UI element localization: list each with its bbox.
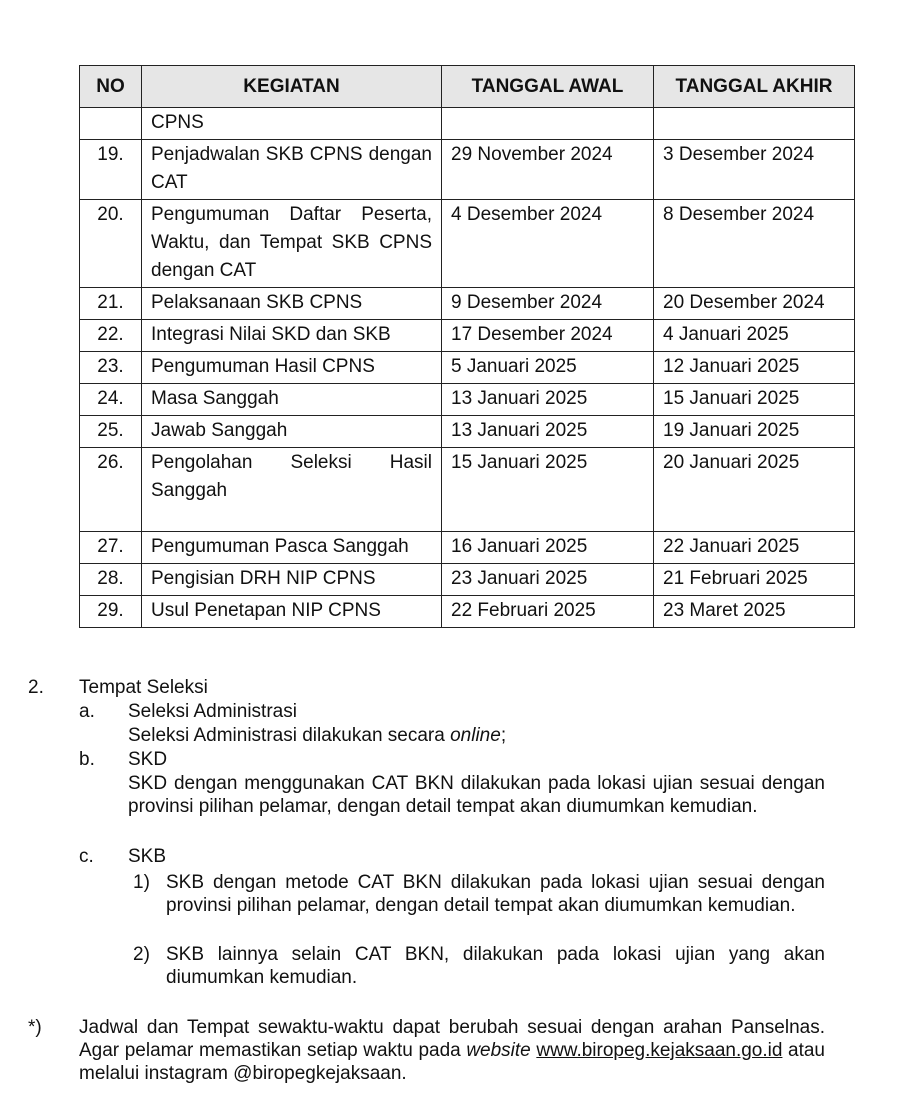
cell-no: 28.: [80, 564, 142, 596]
cell-no: 21.: [80, 288, 142, 320]
cell-akhir: 19 Januari 2025: [654, 416, 855, 448]
note-text-end: atau melalui instagram @biropegkejaksaan.: [79, 1040, 826, 1084]
cell-kegiatan: Pengumuman Pasca Sanggah: [142, 532, 442, 564]
cell-kegiatan: CPNS: [142, 108, 442, 140]
cell-akhir: 23 Maret 2025: [654, 596, 855, 628]
cell-kegiatan: Pengumuman Daftar Peserta, Waktu, dan Tempat SKB CPNS dengan CAT: [142, 200, 442, 288]
cell-awal: 23 Januari 2025: [442, 564, 654, 596]
cell-akhir: 12 Januari 2025: [654, 352, 855, 384]
cell-kegiatan: Integrasi Nilai SKD dan SKB: [142, 320, 442, 352]
cell-akhir: 21 Februari 2025: [654, 564, 855, 596]
cell-no: 19.: [80, 140, 142, 200]
note-text-main: Jadwal dan Tempat sewaktu-waktu dapat berubah sesuai dengan arahan Panselnas. Agar pelamar memastikan setiap waktu pada: [79, 1017, 825, 1061]
cell-kegiatan: Penjadwalan SKB CPNS dengan CAT: [142, 140, 442, 200]
item-c2-text: SKB lainnya selain CAT BKN, dilakukan pada lokasi ujian yang akan diumumkan kemudian.: [166, 944, 825, 988]
table-row: [80, 532, 855, 564]
item-c-title: SKB: [128, 846, 167, 867]
cell-no: 25.: [80, 416, 142, 448]
cell-kegiatan: Pengisian DRH NIP CPNS: [142, 564, 442, 596]
cell-akhir: 3 Desember 2024: [654, 140, 855, 200]
table-row: [80, 200, 855, 288]
cell-no: 29.: [80, 596, 142, 628]
cell-kegiatan: Pengolahan Seleksi Hasil Sanggah: [142, 448, 442, 532]
table-row: [80, 416, 855, 448]
item-c2-number: 2): [133, 944, 150, 965]
item-c1-text: SKB dengan metode CAT BKN dilakukan pada lokasi ujian sesuai dengan provinsi pilihan pelamar, dengan detail tempat akan diumumkan kemudian.: [166, 872, 825, 916]
cell-awal: 17 Desember 2024: [442, 320, 654, 352]
item-b-text: SKD dengan menggunakan CAT BKN dilakukan pada lokasi ujian sesuai dengan provinsi pilihan pelamar, dengan detail tempat akan diumumkan kemudian.: [128, 773, 825, 817]
cell-akhir: 15 Januari 2025: [654, 384, 855, 416]
item-a-text: [128, 724, 506, 747]
section-number: 2.: [28, 677, 44, 698]
cell-kegiatan: Pengumuman Hasil CPNS: [142, 352, 442, 384]
cell-no: 22.: [80, 320, 142, 352]
cell-no: 27.: [80, 532, 142, 564]
section-title: Tempat Seleksi: [79, 677, 208, 698]
cell-akhir: 22 Januari 2025: [654, 532, 855, 564]
header-tanggal-akhir: TANGGAL AKHIR: [654, 66, 855, 108]
cell-kegiatan: Masa Sanggah: [142, 384, 442, 416]
header-no: NO: [80, 66, 142, 108]
cell-awal: 29 November 2024: [442, 140, 654, 200]
cell-no: [80, 108, 142, 140]
table-header-row: [80, 66, 855, 108]
header-tanggal-awal: TANGGAL AWAL: [442, 66, 654, 108]
table-row: [80, 448, 855, 532]
header-kegiatan: KEGIATAN: [142, 66, 442, 108]
cell-akhir: 20 Januari 2025: [654, 448, 855, 532]
item-a-text-end: ;: [500, 725, 507, 746]
table-row: [80, 108, 855, 140]
item-b-label: b.: [79, 749, 95, 770]
table-row: [80, 384, 855, 416]
cell-kegiatan: Jawab Sanggah: [142, 416, 442, 448]
cell-kegiatan: Pelaksanaan SKB CPNS: [142, 288, 442, 320]
item-a-title: Seleksi Administrasi: [128, 701, 297, 722]
schedule-table: [79, 65, 855, 628]
cell-awal: 4 Desember 2024: [442, 200, 654, 288]
cell-awal: 13 Januari 2025: [442, 416, 654, 448]
cell-no: 20.: [80, 200, 142, 288]
item-a-text-italic: online: [450, 725, 501, 746]
item-c1-number: 1): [133, 872, 150, 893]
item-b-title: SKD: [128, 749, 168, 770]
cell-no: 23.: [80, 352, 142, 384]
cell-akhir: 20 Desember 2024: [654, 288, 855, 320]
cell-no: 26.: [80, 448, 142, 532]
cell-awal: [442, 108, 654, 140]
note-marker: *): [28, 1017, 42, 1038]
cell-awal: 16 Januari 2025: [442, 532, 654, 564]
note-website-word: website: [466, 1040, 531, 1061]
website-link[interactable]: www.biropeg.kejaksaan.go.id: [536, 1040, 783, 1061]
cell-awal: 9 Desember 2024: [442, 288, 654, 320]
table-row: [80, 140, 855, 200]
cell-awal: 22 Februari 2025: [442, 596, 654, 628]
item-a-text-main: Seleksi Administrasi dilakukan secara: [128, 725, 451, 746]
table-row: [80, 320, 855, 352]
note-text: [79, 1016, 825, 1085]
cell-akhir: 8 Desember 2024: [654, 200, 855, 288]
cell-awal: 5 Januari 2025: [442, 352, 654, 384]
table-row: [80, 352, 855, 384]
cell-no: 24.: [80, 384, 142, 416]
table-row: [80, 596, 855, 628]
table-row: [80, 288, 855, 320]
cell-akhir: 4 Januari 2025: [654, 320, 855, 352]
cell-awal: 13 Januari 2025: [442, 384, 654, 416]
item-c-label: c.: [79, 846, 94, 867]
item-a-label: a.: [79, 701, 95, 722]
cell-kegiatan: Usul Penetapan NIP CPNS: [142, 596, 442, 628]
cell-akhir: [654, 108, 855, 140]
table-row: [80, 564, 855, 596]
cell-awal: 15 Januari 2025: [442, 448, 654, 532]
